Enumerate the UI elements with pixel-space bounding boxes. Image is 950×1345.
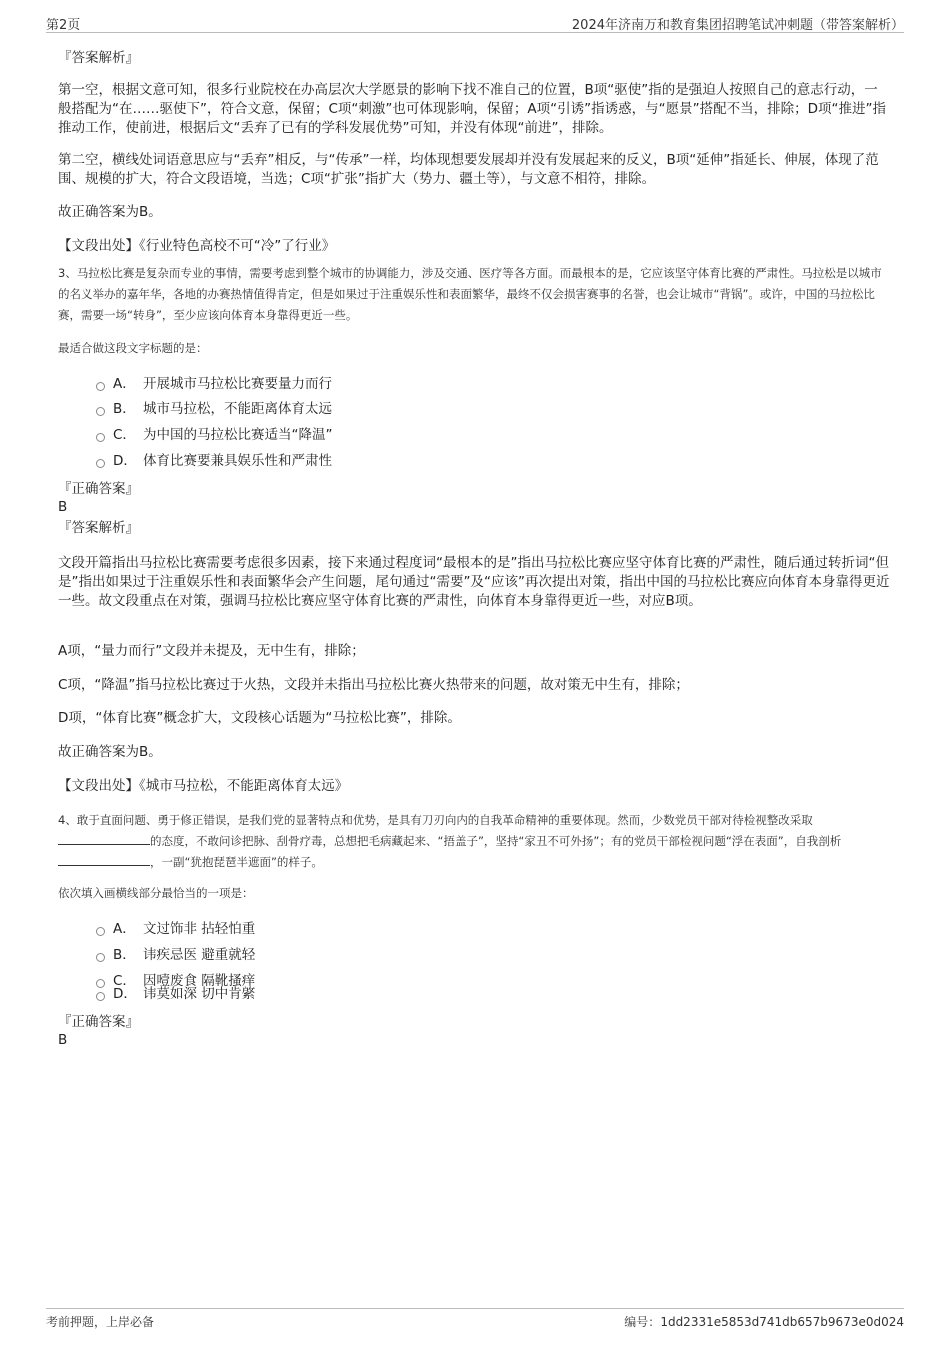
analysis-paragraph-1: 第一空，根据文意可知，很多行业院校在办高层次大学愿景的影响下找不准自己的位置，B项“驱使”指的是强迫人按照自己的意志行动，一般搭配为“在……驱使下”，符合文意，保留；C项“刺激”也可体现影响，保留；A项“引诱”指诱惑，与“愿景”搭配不当，排除；D项“推进”指推动工作，使前进，根据后文“丢弃了已有的学科发展优势”可知，并没有体现“前进”，排除。 bbox=[58, 82, 886, 136]
q3-analysis-label: 『答案解析』 bbox=[58, 520, 139, 536]
source-citation: 【文段出处】《行业特色高校不可“冷”了行业》 bbox=[58, 238, 336, 254]
radio-button-icon[interactable] bbox=[96, 992, 105, 1001]
q4-option-b[interactable]: B． 讳疾忌医 避重就轻 bbox=[96, 946, 255, 964]
answer-conclusion: 故正确答案为B。 bbox=[58, 204, 162, 220]
q3-analysis: 文段开篇指出马拉松比赛需要考虑很多因素，接下来通过程度词“最根本的是”指出马拉松比赛应坚守体育比赛的严肃性，随后通过转折词“但是”指出如果过于注重娱乐性和表面繁华会产生问题，尾句通过“需要”及“应该”再次提出对策，指出中国的马拉松比赛应向体育本身靠得更近一些。故文段重点在对策，强调马拉松比赛应坚守体育比赛的严肃性，向体育本身靠得更近一些，对应B项。 bbox=[58, 555, 890, 609]
fill-blank-2 bbox=[58, 853, 150, 866]
radio-button-icon[interactable] bbox=[96, 927, 105, 936]
q4-answer: B bbox=[58, 1032, 68, 1048]
question-3-prompt: 最适合做这段文字标题的是： bbox=[58, 341, 208, 355]
document-code: 编号：1dd2331e5853d741db657b9673e0d024 bbox=[624, 1315, 904, 1329]
q3-answer: B bbox=[58, 499, 68, 515]
q3-option-a[interactable]: A． 开展城市马拉松比赛要量力而行 bbox=[96, 375, 332, 393]
question-3-stem: 3、马拉松比赛是复杂而专业的事情，需要考虑到整个城市的协调能力，涉及交通、医疗等各方面。而最根本的是，它应该坚守体育比赛的严肃性。马拉松是以城市的名义举办的嘉年华，各地的办赛热情值得肯定，但是如果过于注重娱乐性和表面繁华，最终不仅会损害赛事的名誉，也会让城市“背锅”。或许，中国的马拉松比赛，需要一场“转身”，至少应该向体育本身靠得更近一些。 bbox=[58, 266, 882, 322]
document-title: 2024年济南万和教育集团招聘笔试冲刺题（带答案解析） bbox=[571, 18, 904, 33]
radio-button-icon[interactable] bbox=[96, 953, 105, 962]
q4-option-d[interactable]: D． 讳莫如深 切中肯綮 bbox=[96, 985, 255, 1003]
radio-button-icon[interactable] bbox=[96, 382, 105, 391]
q3-note-c: C项，“降温”指马拉松比赛过于火热，文段并未指出马拉松比赛火热带来的问题，故对策无中生有，排除； bbox=[58, 677, 689, 693]
q3-conclusion: 故正确答案为B。 bbox=[58, 744, 162, 760]
radio-button-icon[interactable] bbox=[96, 433, 105, 442]
q3-note-a: A项，“量力而行”文段并未提及，无中生有，排除； bbox=[58, 643, 365, 659]
q4-option-a[interactable]: A． 文过饰非 拈轻怕重 bbox=[96, 920, 255, 938]
fill-blank-1 bbox=[58, 832, 150, 845]
q3-note-d: D项，“体育比赛”概念扩大，文段核心话题为“马拉松比赛”，排除。 bbox=[58, 710, 461, 726]
q3-option-c[interactable]: C． 为中国的马拉松比赛适当“降温” bbox=[96, 426, 333, 444]
footer-divider bbox=[46, 1308, 904, 1309]
q3-option-d[interactable]: D． 体育比赛要兼具娱乐性和严肃性 bbox=[96, 452, 332, 470]
radio-button-icon[interactable] bbox=[96, 407, 105, 416]
page-number: 第2页 bbox=[46, 18, 81, 33]
radio-button-icon[interactable] bbox=[96, 459, 105, 468]
q4-answer-label: 『正确答案』 bbox=[58, 1014, 139, 1030]
q3-answer-label: 『正确答案』 bbox=[58, 481, 139, 497]
header-divider bbox=[46, 32, 904, 33]
question-4-stem: 4、敢于直面问题、勇于修正错误，是我们党的显著特点和优势，是具有刀刃向内的自我革命精神的重要体现。然而，少数党员干部对待检视整改采取的态度，不敢问诊把脉、刮骨疗毒，总想把毛病藏起来、“捂盖子”，坚持“家丑不可外扬”；有的党员干部检视问题“浮在表面”，自我剖析，一副“犹抱琵琶半遮面”的样子。 bbox=[58, 813, 842, 869]
q3-option-b[interactable]: B． 城市马拉松，不能距离体育太远 bbox=[96, 400, 332, 418]
q4-option-c[interactable]: C． 因噎废食 隔靴搔痒 bbox=[96, 972, 255, 990]
footer-slogan: 考前押题，上岸必备 bbox=[46, 1315, 155, 1329]
q3-source-citation: 【文段出处】《城市马拉松，不能距离体育太远》 bbox=[58, 778, 349, 794]
analysis-label: 『答案解析』 bbox=[58, 50, 139, 66]
analysis-paragraph-2: 第二空，横线处词语意思应与“丢弃”相反，与“传承”一样，均体现想要发展却并没有发展起来的反义，B项“延伸”指延长、伸展，体现了范围、规模的扩大，符合文段语境，当选；C项“扩张”指扩大（势力、疆土等），与文意不相符，排除。 bbox=[58, 152, 879, 187]
question-4-prompt: 依次填入画横线部分最恰当的一项是： bbox=[58, 886, 254, 900]
